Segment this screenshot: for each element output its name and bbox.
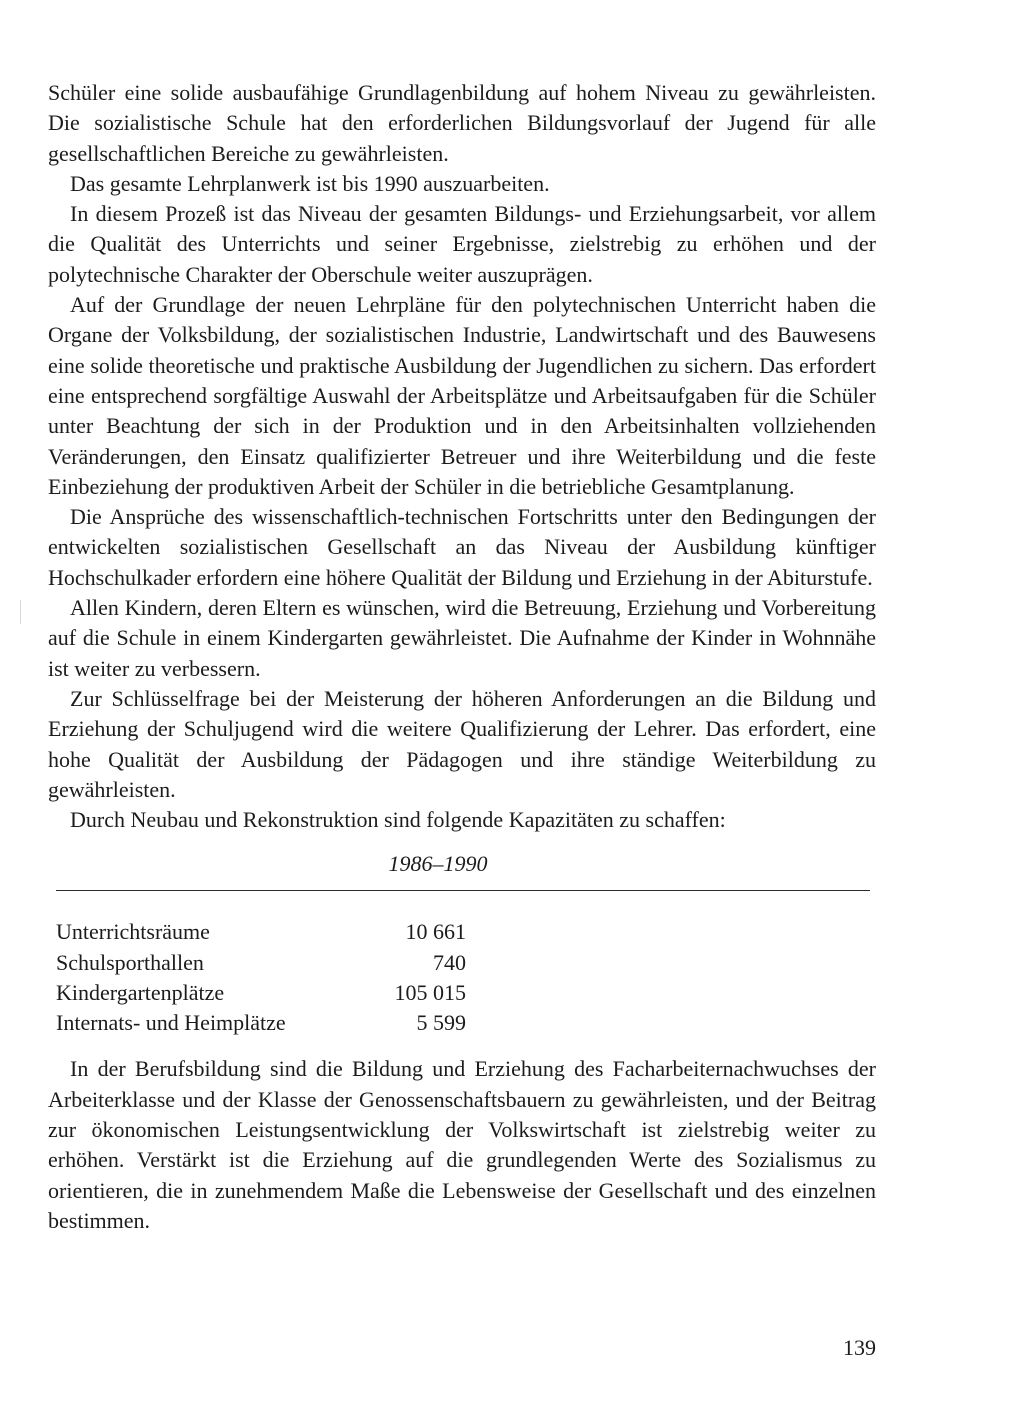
page-body bbox=[48, 78, 876, 1236]
table-rule bbox=[56, 890, 870, 891]
margin-mark bbox=[20, 600, 21, 624]
paragraph-7: Zur Schlüsselfrage bei der Meisterung der höheren Anforderungen an die Bildung und Erziehung der Schuljugend wird die weitere Qualifizierung der Lehrer. Das erfordert, eine hohe Qualität der Ausbildung der Pädagogen und ihre ständige Weiterbildung zu gewährleisten. bbox=[48, 685, 876, 802]
row-label: Schulsporthallen bbox=[56, 949, 204, 975]
row-value: 740 bbox=[433, 949, 466, 975]
paragraph-1: Schüler eine solide ausbaufähige Grundlagenbildung auf hohem Niveau zu gewährleisten. Die sozialistische Schule hat den erforderlichen Bildungsvorlauf der Jugend für alle gesellschaftlichen Bereiche zu gewährleisten. bbox=[48, 80, 876, 166]
table-row bbox=[56, 1008, 476, 1038]
paragraph-5: Die Ansprüche des wissenschaftlich-technischen Fortschritts unter den Bedingungen der entwickelten sozialistischen Gesellschaft an das Niveau der Ausbildung künftiger Hochschulkader erfordern eine höhere Qualität der Bildung und Erziehung in der Abiturstufe. bbox=[48, 504, 876, 590]
table-body bbox=[56, 917, 476, 1038]
paragraph-3: In diesem Prozeß ist das Niveau der gesamten Bildungs- und Erziehungsarbeit, vor allem die Qualität des Unterrichts und seiner Ergebnisse, zielstrebig zu erhöhen und der polytechnische Charakter der Oberschule weiter auszuprägen. bbox=[48, 201, 876, 287]
capacity-table bbox=[48, 839, 876, 1054]
row-label: Unterrichtsräume bbox=[56, 919, 210, 945]
table-row bbox=[56, 978, 476, 1008]
paragraph-4: Auf der Grundlage der neuen Lehrpläne für den polytechnischen Unterricht haben die Organe der Volksbildung, der sozialistischen Industrie, Landwirtschaft und des Bauwesens eine solide theoretische und praktische Ausbildung der Jugendlichen zu sichern. Das erfordert eine entsprechend sorgfältige Auswahl der Arbeitsplätze und Arbeitsaufgaben für die Schüler unter Beachtung der sich in der Produktion und in den Arbeitsinhalten vollziehenden Veränderungen, den Einsatz qualifizierter Betreuer und ihre Weiterbildung und die feste Einbeziehung der produktiven Arbeit der Schüler in die betriebliche Gesamtplanung. bbox=[48, 292, 876, 499]
paragraph-8: Durch Neubau und Rekonstruktion sind folgende Kapazitäten zu schaffen: bbox=[70, 807, 726, 833]
paragraph-2: Das gesamte Lehrplanwerk ist bis 1990 auszuarbeiten. bbox=[70, 170, 550, 196]
row-label: Kindergartenplätze bbox=[56, 980, 225, 1006]
table-row bbox=[56, 948, 476, 978]
closing-paragraph: In der Berufsbildung sind die Bildung und Erziehung des Facharbeiternachwuchses der Arbeiterklasse und der Klasse der Genossenschaftsbauern zu gewährleisten, und der Beitrag zur ökonomischen Leistungsentwicklung der Volkswirtschaft ist zielstrebig weiter zu erhöhen. Verstärkt ist die Erziehung auf die grundlegenden Werte des Sozialismus zu orientieren, die in zunehmendem Maße die Lebensweise der Gesellschaft und des einzelnen bestimmen. bbox=[48, 1056, 876, 1233]
row-value: 10 661 bbox=[405, 919, 466, 945]
row-value: 105 015 bbox=[394, 980, 466, 1006]
row-value: 5 599 bbox=[416, 1010, 466, 1036]
table-row bbox=[56, 917, 476, 947]
table-period-header: 1986–1990 bbox=[388, 851, 488, 877]
page-number: 139 bbox=[843, 1335, 876, 1360]
paragraph-6: Allen Kindern, deren Eltern es wünschen, wird die Betreuung, Erziehung und Vorbereitung auf die Schule in einem Kindergarten gewährleistet. Die Aufnahme der Kinder in Wohnnähe ist weiter zu verbessern. bbox=[48, 595, 876, 681]
row-label: Internats- und Heimplätze bbox=[56, 1010, 286, 1036]
